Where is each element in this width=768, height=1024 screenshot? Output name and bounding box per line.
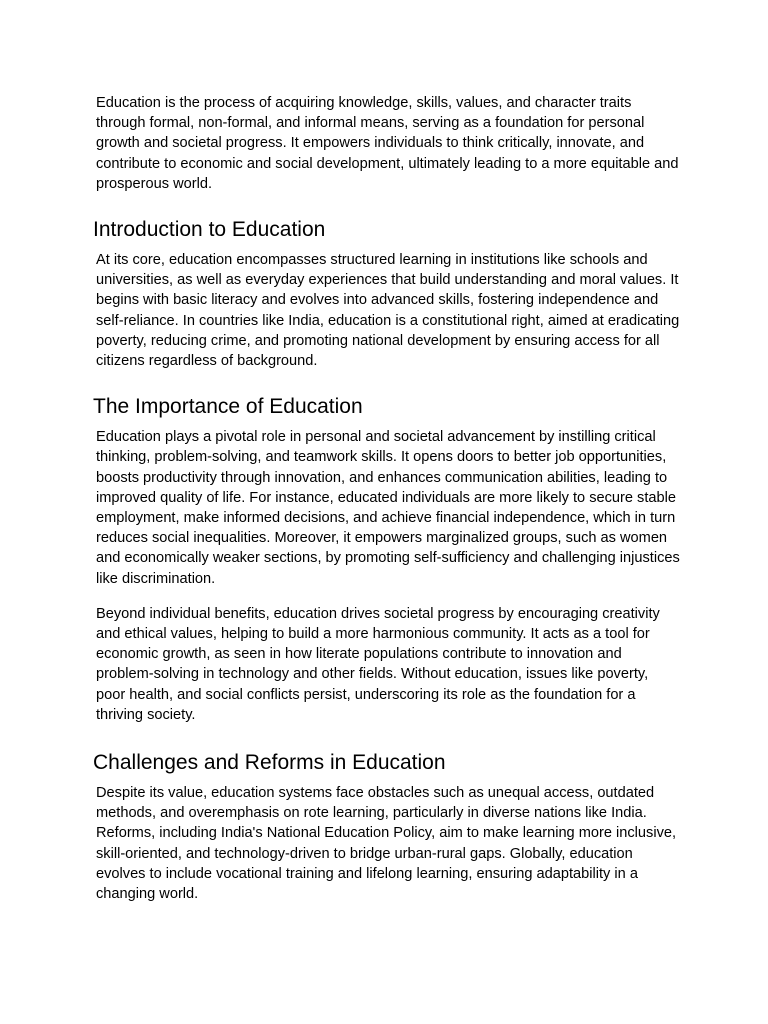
intro-paragraph: Education is the process of acquiring knowledge, skills, values, and character traits through formal, non-formal, and informal means, serving as a foundation for personal growth and societal progress. It empowers individuals to think critically, innovate, and contribute to economic and social development, ultimately leading to a more equitable and prosperous world. [96,95,679,192]
section-paragraph: Beyond individual benefits, education drives societal progress by encouraging creativity and ethical values, helping to build a more harmonious community. It acts as a tool for economic growth, as seen in how literate populations contribute to innovation and problem-solving in technology and other fields. Without education, issues like poverty, poor health, and social conflicts persist, underscoring its role as the foundation for a thriving society. [96,605,660,723]
document-page [93,93,680,904]
section-heading-importance: The Importance of Education [93,395,363,419]
section-heading-challenges: Challenges and Reforms in Education [93,751,446,775]
section-paragraph: Despite its value, education systems face obstacles such as unequal access, outdated methods, and overemphasis on rote learning, particularly in diverse nations like India. Reforms, including India's National Education Policy, aim to make learning more inclusive, skill-oriented, and technology-driven to bridge urban-rural gaps. Globally, education evolves to include vocational training and lifelong learning, ensuring adaptability in a changing world. [96,785,677,903]
section-heading-introduction: Introduction to Education [93,218,326,242]
section-paragraph: Education plays a pivotal role in personal and societal advancement by instilling critical thinking, problem-solving, and teamwork skills. It opens doors to better job opportunities, boosts productivity through innovation, and enhances communication abilities, leading to improved quality of life. For instance, educated individuals are more likely to secure stable employment, make informed decisions, and achieve financial independence, which in turn reduces social inequalities. Moreover, it empowers marginalized groups, such as women and economically weaker sections, by promoting self-sufficiency and challenging injustices like discrimination. [96,429,680,587]
section-paragraph: At its core, education encompasses structured learning in institutions like schools and universities, as well as everyday experiences that build understanding and moral values. It begins with basic literacy and evolves into advanced skills, fostering independence and self-reliance. In countries like India, education is a constitutional right, aimed at eradicating poverty, reducing crime, and promoting national development by ensuring access for all citizens regardless of background. [96,252,680,370]
